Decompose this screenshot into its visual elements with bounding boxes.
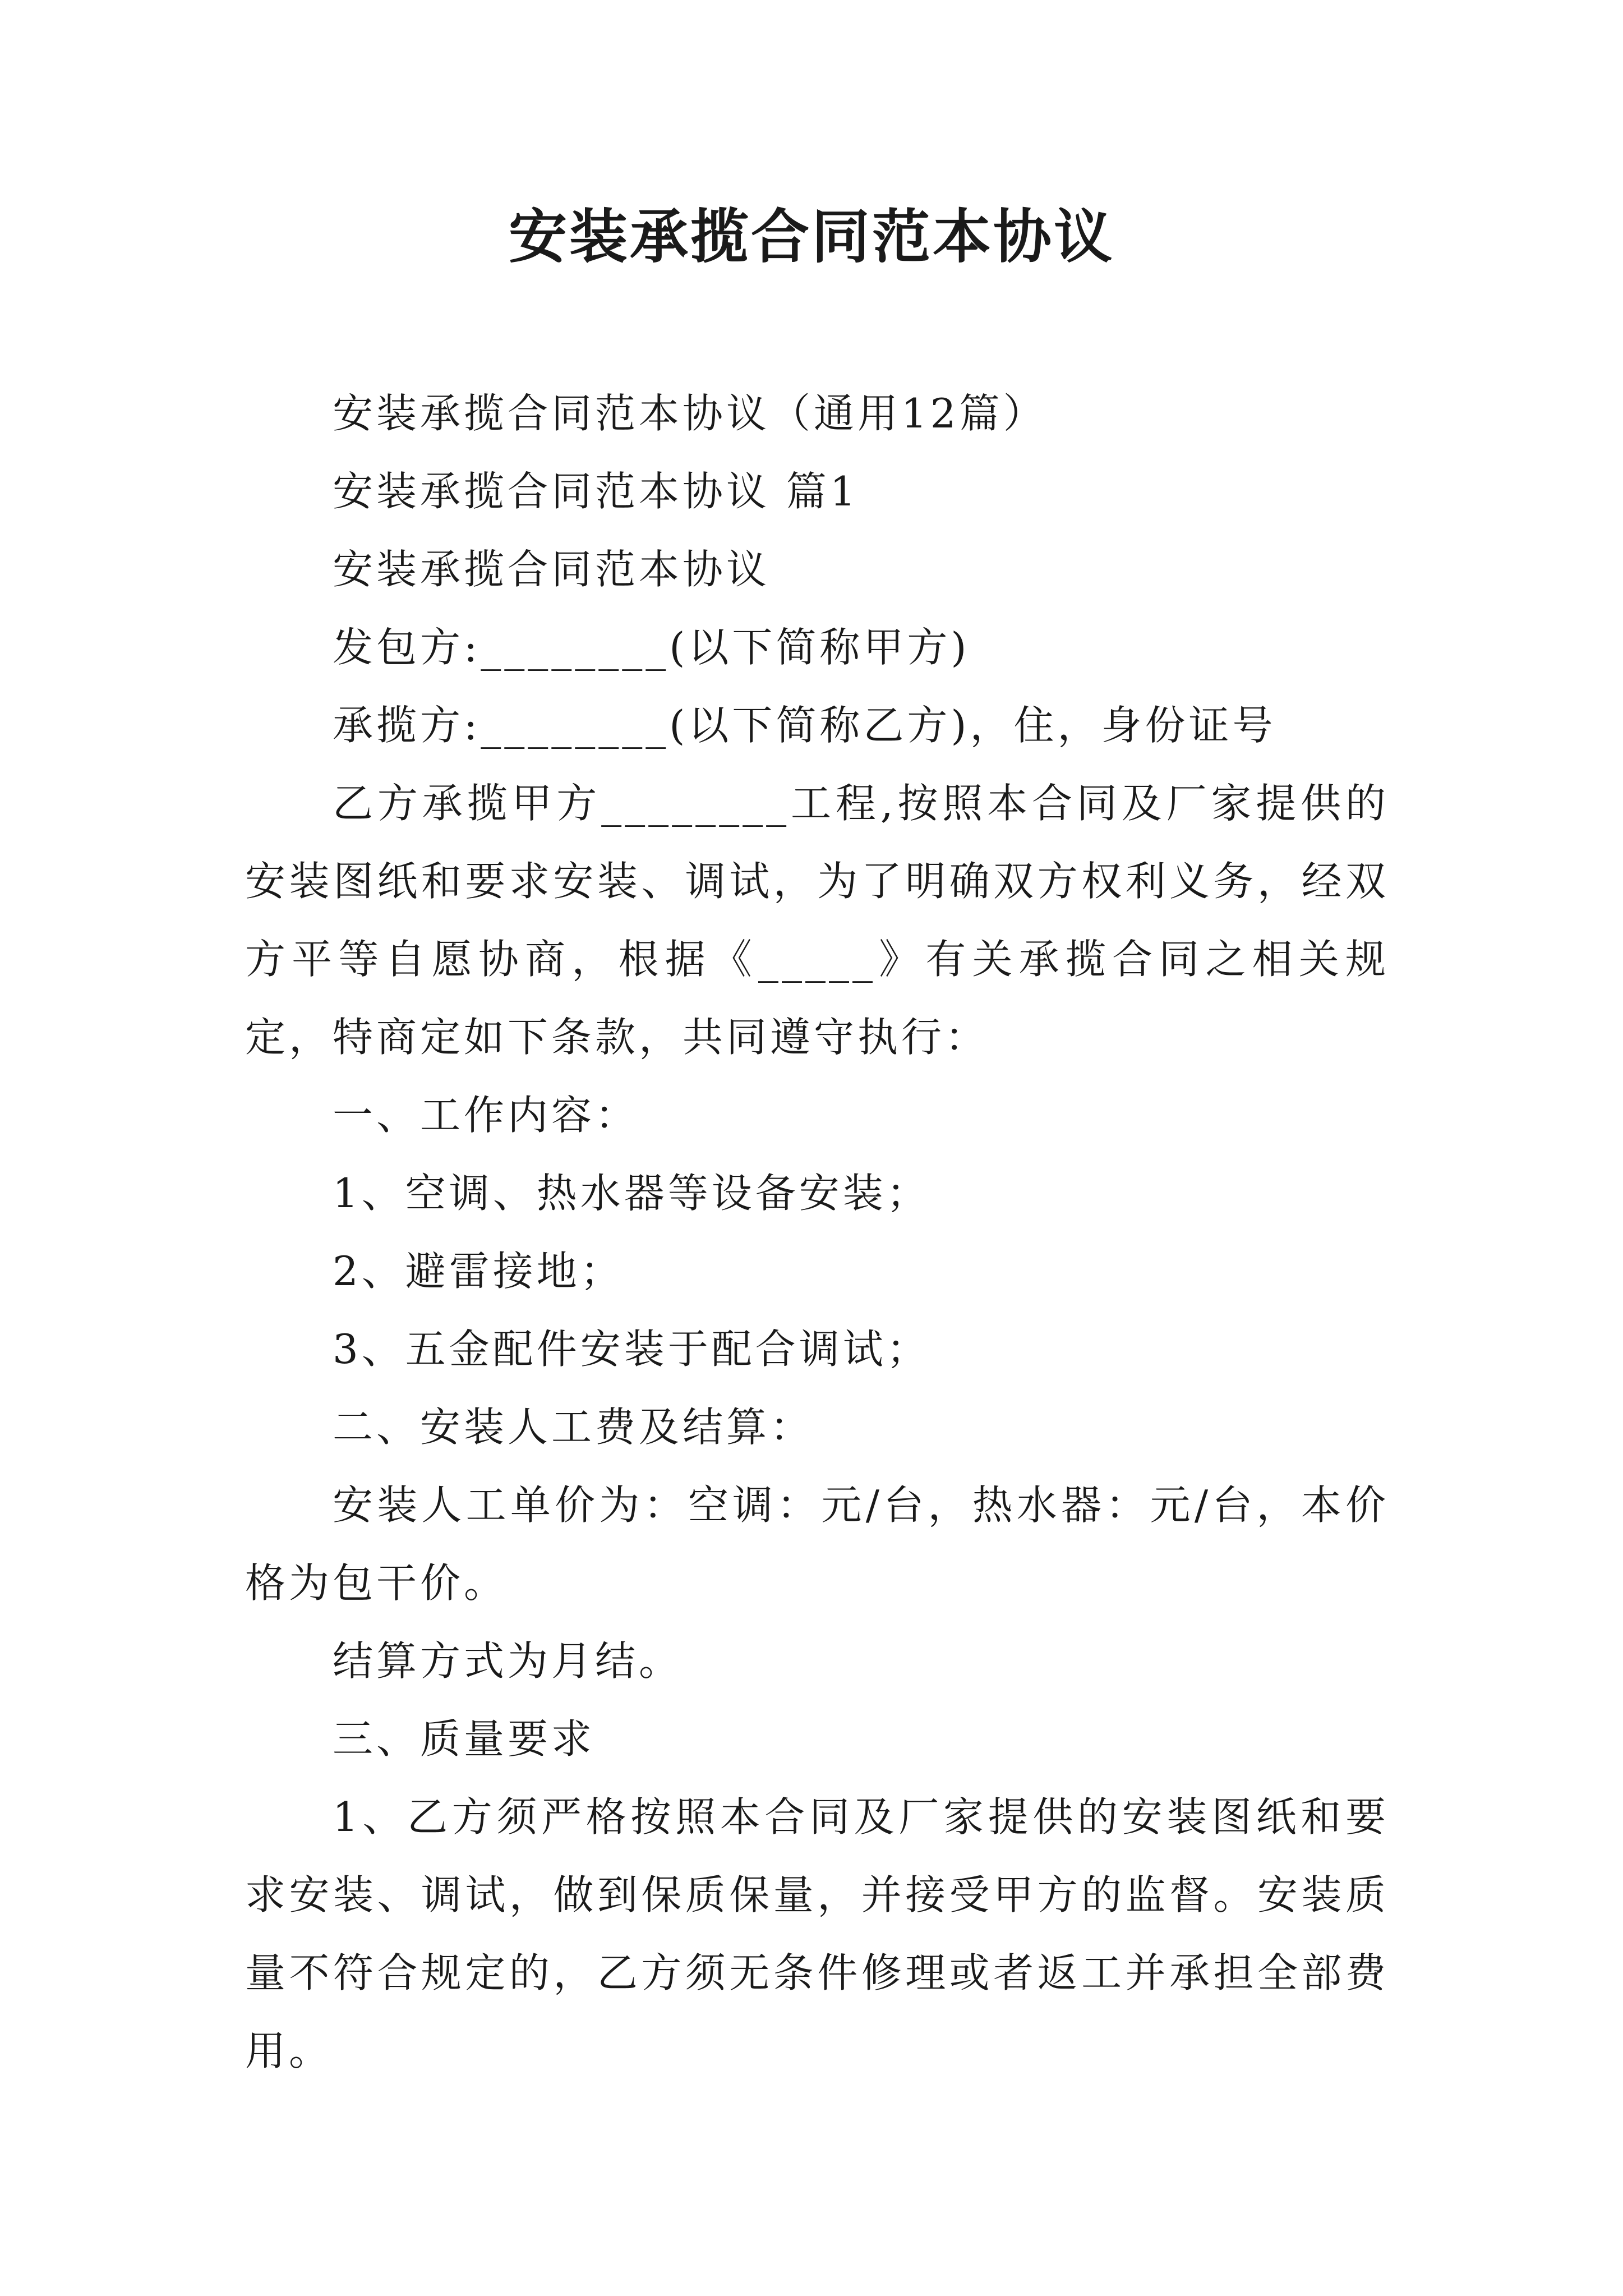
document-title: 安装承揽合同范本协议: [508, 203, 1114, 271]
paragraph-party-b: 承揽方:________(以下简称乙方)，住，身份证号: [333, 702, 1276, 749]
document-body: [245, 375, 1389, 2090]
list-item-2: 2、避雷接地；: [333, 1248, 624, 1295]
list-item-3: 3、五金配件安装于配合调试；: [333, 1326, 930, 1373]
paragraph-subtitle: 安装承揽合同范本协议（通用12篇）: [333, 390, 1047, 437]
section-heading-quality: 三、质量要求: [333, 1715, 596, 1763]
list-item-1: 1、空调、热水器等设备安装；: [333, 1170, 930, 1217]
paragraph-part-heading: 安装承揽合同范本协议 篇1: [333, 468, 859, 515]
section-heading-work-content: 一、工作内容：: [333, 1092, 639, 1139]
paragraph-quality-1: 1、乙方须严格按照本合同及厂家提供的安装图纸和要求安装、调试，做到保质保量，并接受甲方的监督。安装质量不符合规定的，乙方须无条件修理或者返工并承担全部费用。: [245, 1793, 1389, 2074]
paragraph-unit-price: 安装人工单价为：空调：元/台，热水器：元/台，本价格为包干价。: [245, 1481, 1389, 1607]
paragraph-party-a: 发包方:________(以下简称甲方): [333, 624, 970, 671]
paragraph-settlement: 结算方式为月结。: [333, 1637, 683, 1685]
paragraph-preamble: 乙方承揽甲方________工程,按照本合同及厂家提供的安装图纸和要求安装、调试，为了明确双方权利义务，经双方平等自愿协商，根据《_____》有关承揽合同之相关规定，特商定如下条款，共同遵守执行：: [245, 780, 1389, 1061]
paragraph-contract-name: 安装承揽合同范本协议: [333, 546, 771, 593]
section-heading-fees: 二、安装人工费及结算：: [333, 1404, 814, 1451]
